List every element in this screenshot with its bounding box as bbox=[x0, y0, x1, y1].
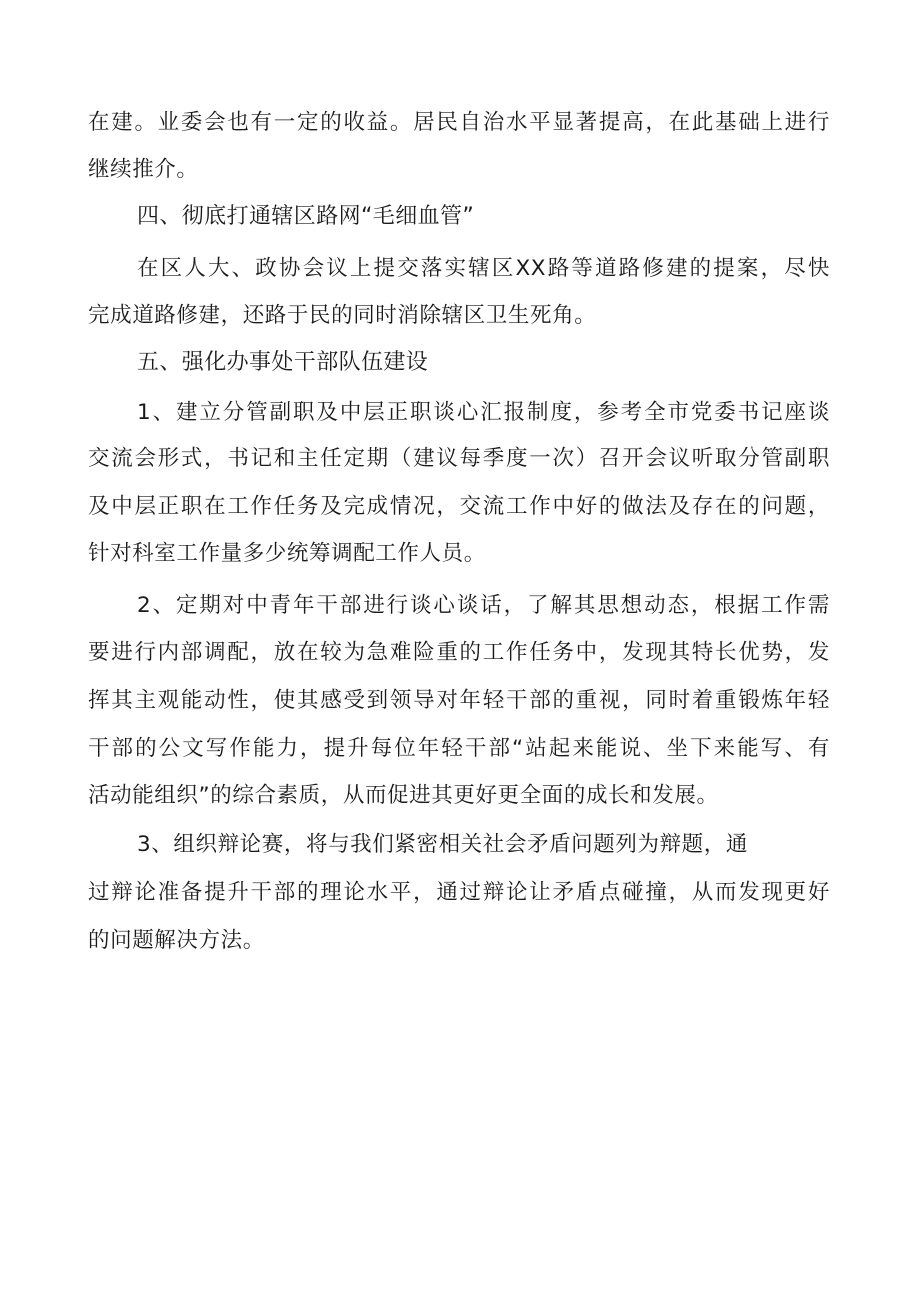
paragraph-line: 的问题解决方法。 bbox=[88, 928, 265, 953]
paragraph-line: 要进行内部调配，放在较为急难险重的工作任务中，发现其特长优势，发 bbox=[88, 640, 830, 665]
paragraph-line: 挥其主观能动性，使其感受到领导对年轻干部的重视，同时着重锻炼年轻 bbox=[88, 688, 830, 713]
section-heading-4: 四、彻底打通辖区路网“毛细血管” bbox=[137, 204, 475, 229]
paragraph-line: 2、定期对中青年干部进行谈心谈话，了解其思想动态，根据工作需 bbox=[137, 593, 830, 618]
paragraph-line: 完成道路修建，还路于民的同时消除辖区卫生死角。 bbox=[88, 303, 597, 328]
paragraph-line: 活动能组织”的综合素质，从而促进其更好更全面的成长和发展。 bbox=[88, 783, 719, 808]
paragraph-line: 3、组织辩论赛，将与我们紧密相关社会矛盾问题列为辩题，通 bbox=[137, 832, 748, 857]
paragraph-line: 交流会形式，书记和主任定期（建议每季度一次）召开会议听取分管副职 bbox=[88, 446, 830, 471]
paragraph-line: 在区人大、政协会议上提交落实辖区XX路等道路修建的提案，尽快 bbox=[137, 256, 830, 281]
paragraph-line: 干部的公文写作能力，提升每位年轻干部“站起来能说、坐下来能写、有 bbox=[88, 736, 830, 761]
paragraph-line: 继续推介。 bbox=[88, 157, 199, 182]
paragraph-line: 1、建立分管副职及中层正职谈心汇报制度，参考全市党委书记座谈 bbox=[137, 400, 830, 425]
paragraph-line: 过辩论准备提升干部的理论水平，通过辩论让矛盾点碰撞，从而发现更好 bbox=[88, 880, 830, 905]
section-heading-5: 五、强化办事处干部队伍建设 bbox=[137, 350, 429, 375]
paragraph-line: 及中层正职在工作任务及完成情况，交流工作中好的做法及存在的问题， bbox=[88, 494, 830, 519]
paragraph-line: 针对科室工作量多少统筹调配工作人员。 bbox=[88, 541, 486, 566]
paragraph-line: 在建。业委会也有一定的收益。居民自治水平显著提高，在此基础上进行 bbox=[88, 110, 830, 135]
